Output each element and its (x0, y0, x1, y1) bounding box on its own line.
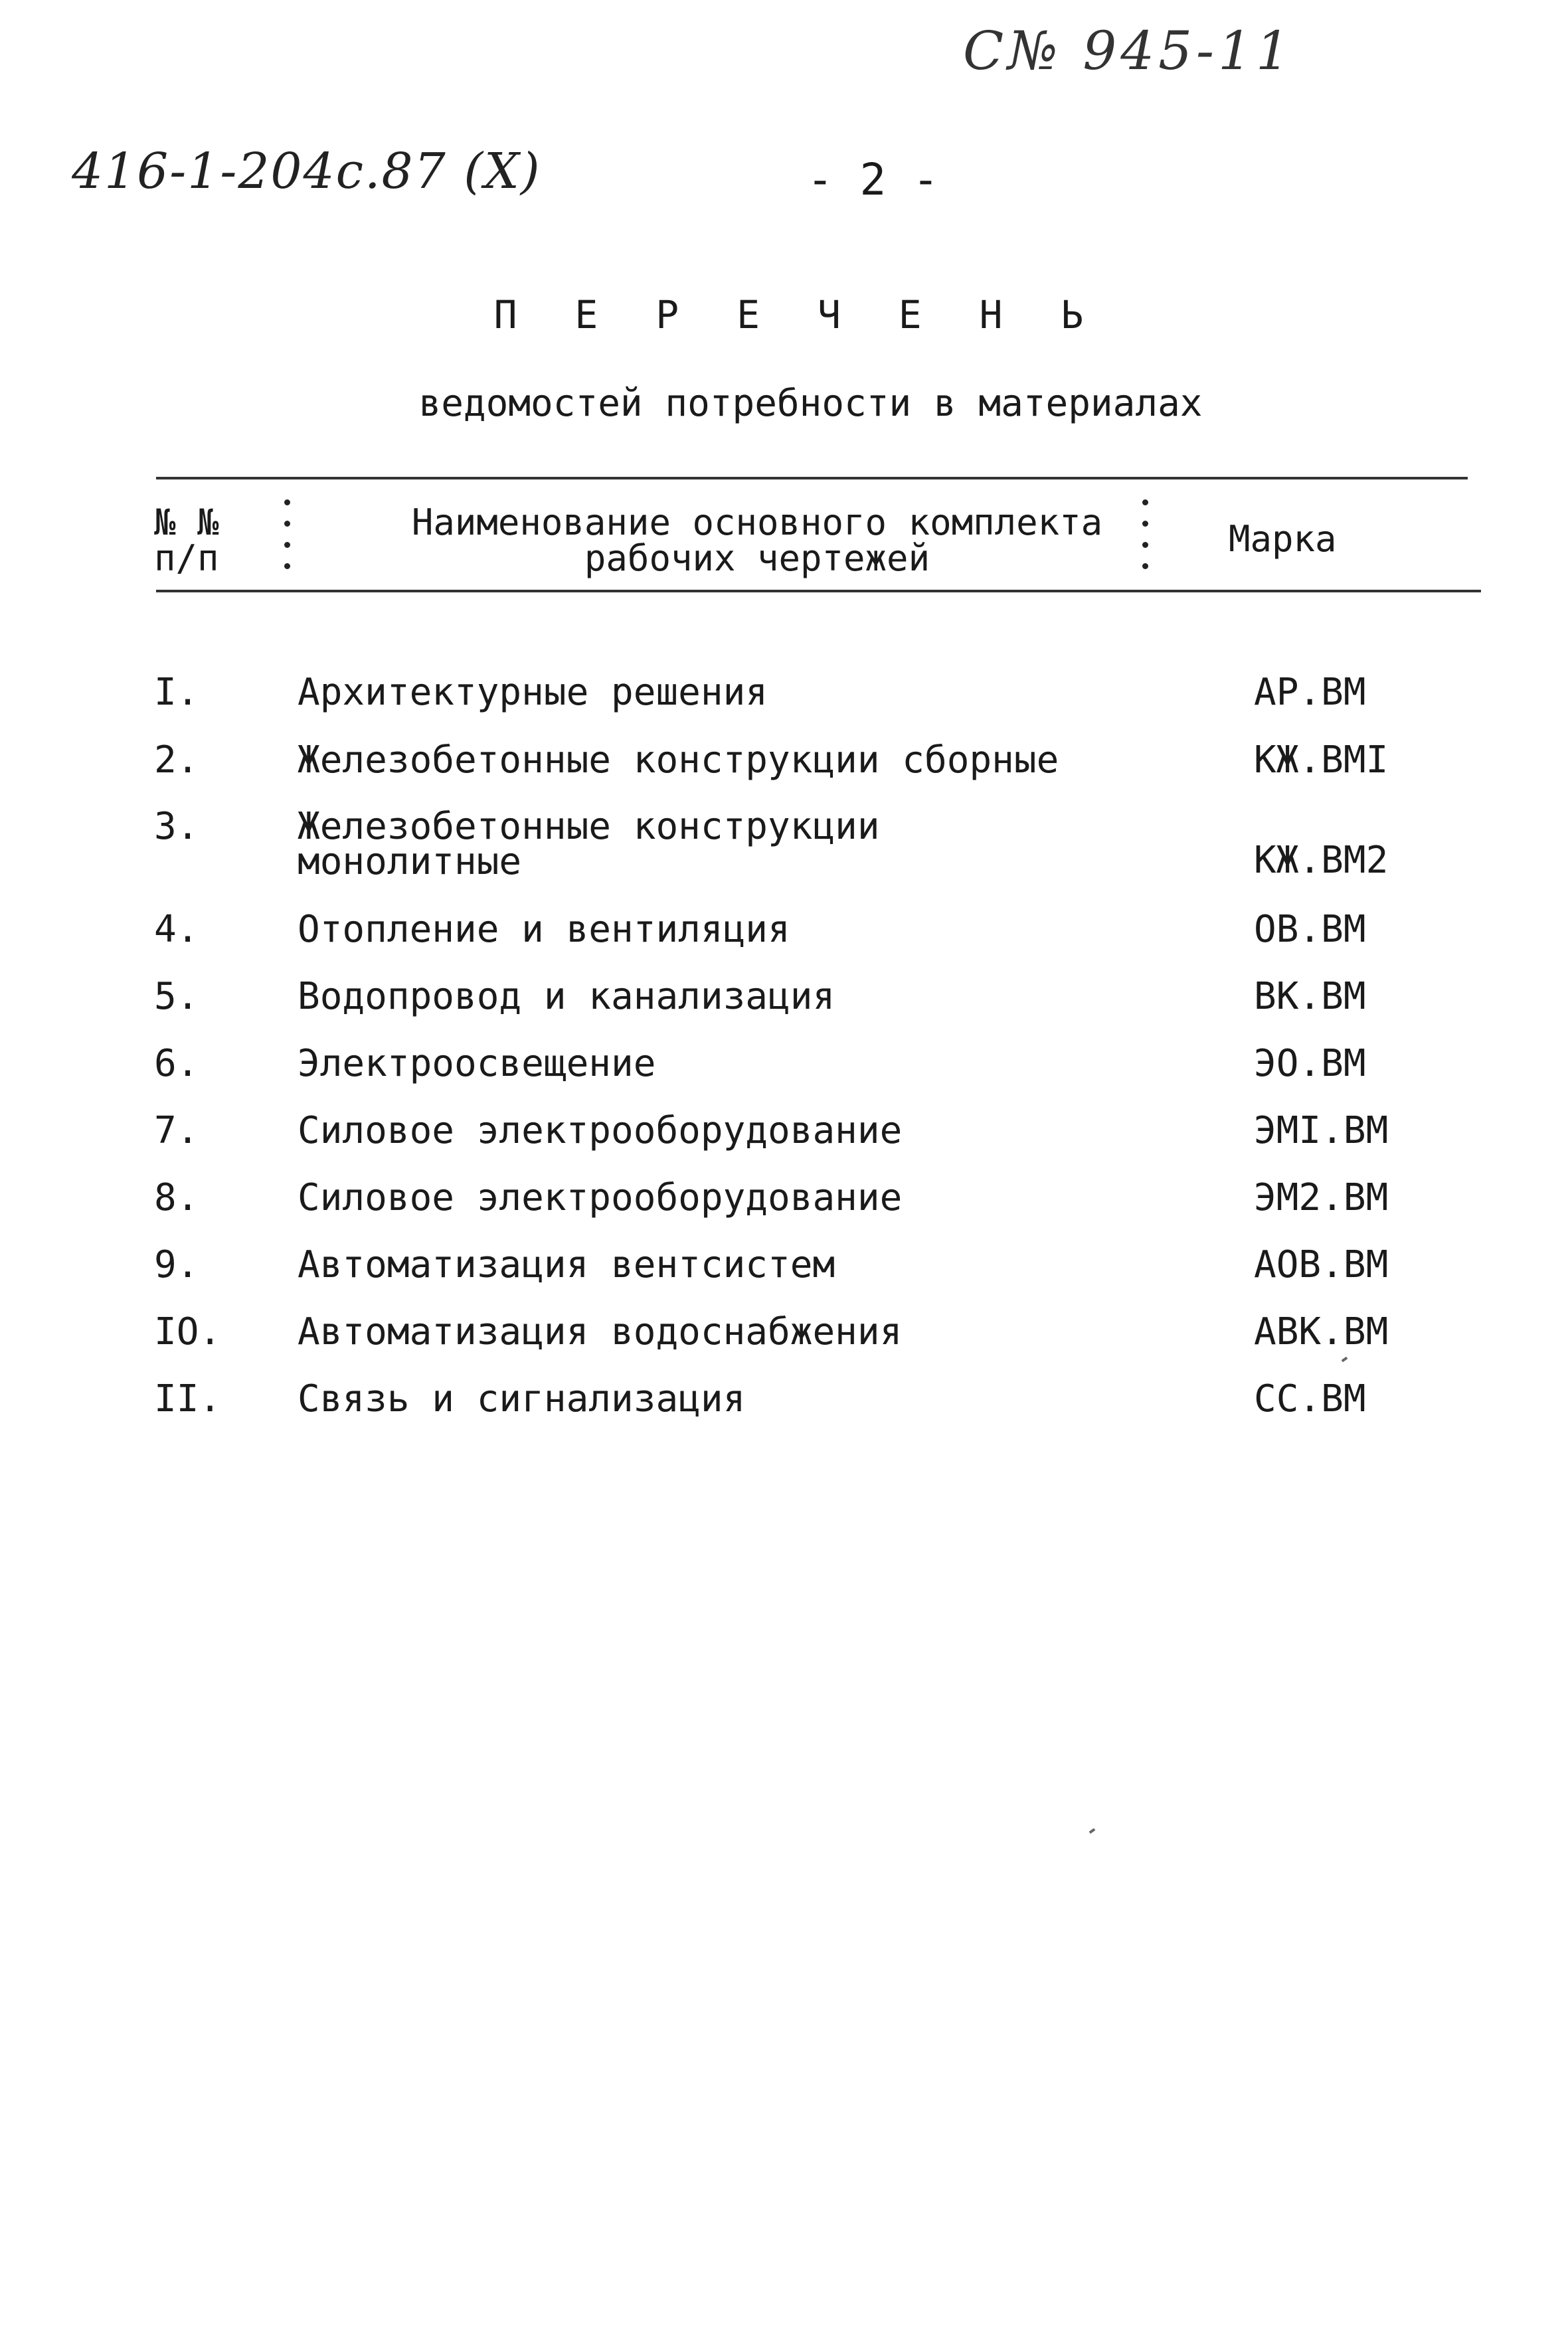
row-mark: ЭМI.ВМ (1254, 1109, 1389, 1152)
header-name-line1: Наименование основного комплекта (411, 501, 1103, 543)
row-number: 3. (154, 805, 199, 848)
row-mark: КЖ.ВМI (1254, 738, 1389, 782)
row-name: Электроосвещение (298, 1042, 656, 1085)
page-subtitle: ведомостей потребности в материалах (418, 382, 1203, 425)
row-mark: ВК.ВМ (1254, 975, 1366, 1018)
row-mark: ОВ.ВМ (1254, 908, 1366, 951)
header-number-column (154, 501, 219, 579)
row-mark: АОВ.ВМ (1254, 1243, 1389, 1286)
page-title: П Е Р Е Ч Е Н Ь (493, 292, 1101, 337)
row-number: 2. (154, 738, 199, 782)
row-number: 6. (154, 1042, 199, 1085)
row-name: Железобетонные конструкции (298, 805, 880, 848)
row-number: IO. (154, 1310, 222, 1353)
header-number-line2: п/п (154, 537, 219, 579)
column-divider-dots (284, 499, 292, 584)
row-number: I. (154, 671, 199, 714)
row-number: 7. (154, 1109, 199, 1152)
header-name-column (372, 501, 1142, 579)
header-name-line2: рабочих чертежей (584, 537, 930, 579)
row-name: Архитектурные решения (298, 671, 768, 714)
row-name: Связь и сигнализация (298, 1377, 746, 1421)
header-number-line1: № № (154, 501, 219, 543)
row-name: Водопровод и канализация (298, 975, 835, 1018)
row-mark: АВК.ВМ (1254, 1310, 1389, 1353)
row-number: 8. (154, 1176, 199, 1219)
row-number: II. (154, 1377, 222, 1421)
page-number: - 2 - (807, 154, 939, 205)
row-mark: ЭО.ВМ (1254, 1042, 1366, 1085)
row-name: Отопление и вентиляция (298, 908, 790, 951)
row-name: Автоматизация водоснабжения (298, 1310, 903, 1353)
document-code: 416-1-204с.87 (X) (72, 143, 541, 200)
column-divider-dots (1142, 499, 1150, 584)
row-number: 9. (154, 1243, 199, 1286)
row-mark: СС.ВМ (1254, 1377, 1366, 1421)
row-name: Автоматизация вентсистем (298, 1243, 835, 1286)
row-mark: ЭМ2.ВМ (1254, 1176, 1389, 1219)
archive-number-stamp: С№ 945-11 (963, 20, 1294, 82)
row-name-continuation: монолитные (298, 840, 522, 883)
table-header-rule (156, 590, 1481, 592)
row-name: Силовое электрооборудование (298, 1176, 903, 1219)
row-number: 5. (154, 975, 199, 1018)
row-number: 4. (154, 908, 199, 951)
table-top-rule (156, 477, 1468, 479)
header-mark-column: Марка (1229, 518, 1337, 560)
row-mark: АР.ВМ (1254, 671, 1366, 714)
scan-speck (1089, 1828, 1096, 1834)
scan-speck (1342, 1357, 1348, 1362)
row-name: Силовое электрооборудование (298, 1109, 903, 1152)
row-mark: КЖ.ВМ2 (1254, 839, 1389, 882)
row-name: Железобетонные конструкции сборные (298, 738, 1059, 782)
